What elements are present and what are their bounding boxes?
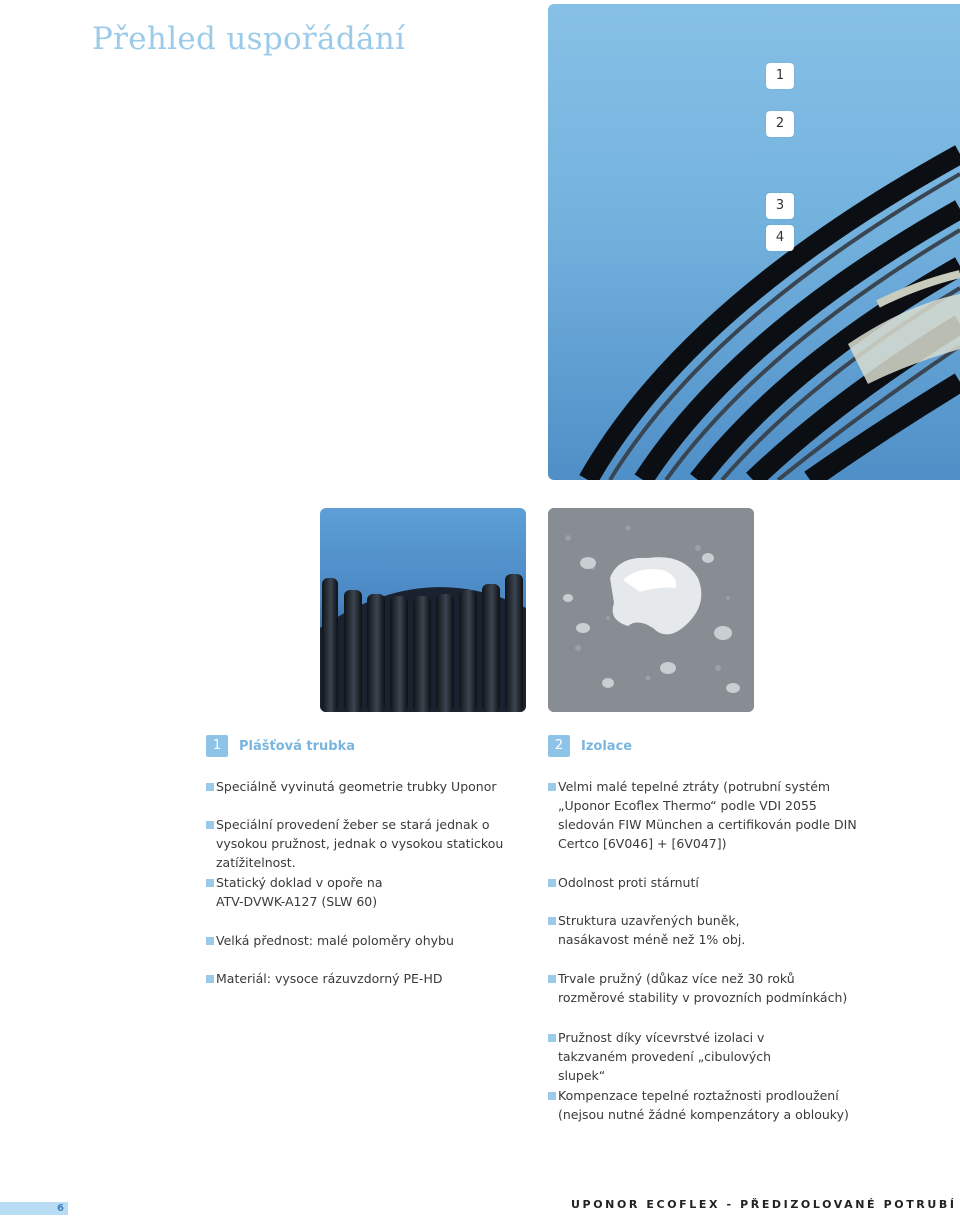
- page-number: 6: [57, 1203, 64, 1214]
- list-item: Trvale pružný (důkaz více než 30 roků rozměrové stability v provozních podmínkách): [548, 969, 848, 1007]
- bullet-square-icon: [206, 975, 214, 983]
- section-number: 1: [206, 735, 228, 757]
- list-item: Odolnost proti stárnutí: [548, 873, 866, 892]
- list-item: Struktura uzavřených buněk, nasákavost méně než 1% obj.: [548, 911, 798, 949]
- bullet-square-icon: [548, 1034, 556, 1042]
- list-item: Speciálně vyvinutá geometrie trubky Uponor: [206, 777, 516, 796]
- pipe-ribs-photo: [320, 508, 526, 712]
- list-item: Statický doklad v opoře na ATV-DVWK-A127 (SLW 60): [206, 873, 406, 911]
- water-droplets-photo: [548, 508, 754, 712]
- bullet-square-icon: [548, 917, 556, 925]
- hero-badge-3: 3: [766, 193, 794, 219]
- bullet-square-icon: [548, 1092, 556, 1100]
- footer-brand: UPONOR ECOFLEX - PŘEDIZOLOVANÉ POTRUBÍ: [571, 1198, 957, 1211]
- section-heading-jacket-pipe: [206, 735, 355, 757]
- list-item: Velmi malé tepelné ztráty (potrubní systém „Uponor Ecoflex Thermo“ podle VDI 2055 sledován FIW München a certifikován podle DIN Certco [6V046] + [6V047]): [548, 777, 866, 853]
- corrugated-pipe-illustration: [548, 4, 960, 480]
- hero-badge-2: 2: [766, 111, 794, 137]
- section-number: 2: [548, 735, 570, 757]
- hero-pipe-image: [548, 4, 960, 480]
- list-item: Materiál: vysoce rázuvzdorný PE-HD: [206, 969, 516, 988]
- ribs-illustration: [320, 508, 526, 712]
- page-number-tab: [0, 1202, 68, 1215]
- hero-badge-4: 4: [766, 225, 794, 251]
- bullet-square-icon: [548, 783, 556, 791]
- list-item: Pružnost díky vícevrstvé izolaci v takzvaném provedení „cibulových slupek“: [548, 1028, 818, 1085]
- page-title: Přehled uspořádání: [92, 20, 406, 57]
- section-title: Izolace: [581, 738, 633, 754]
- bullet-square-icon: [548, 879, 556, 887]
- droplets-illustration: [548, 508, 754, 712]
- bullet-square-icon: [206, 937, 214, 945]
- section-title: Plášťová trubka: [239, 738, 356, 754]
- bullet-square-icon: [206, 879, 214, 887]
- bullet-square-icon: [206, 821, 214, 829]
- list-item: Kompenzace tepelné roztažnosti prodloužení (nejsou nutné žádné kompenzátory a oblouky): [548, 1086, 878, 1124]
- hero-badge-1: 1: [766, 63, 794, 89]
- bullet-square-icon: [548, 975, 556, 983]
- list-item: Speciální provedení žeber se stará jednak o vysokou pružnost, jednak o vysokou statickou zatížitelnost.: [206, 815, 526, 872]
- section-heading-insulation: [548, 735, 632, 757]
- bullet-square-icon: [206, 783, 214, 791]
- list-item: Velká přednost: malé poloměry ohybu: [206, 931, 516, 950]
